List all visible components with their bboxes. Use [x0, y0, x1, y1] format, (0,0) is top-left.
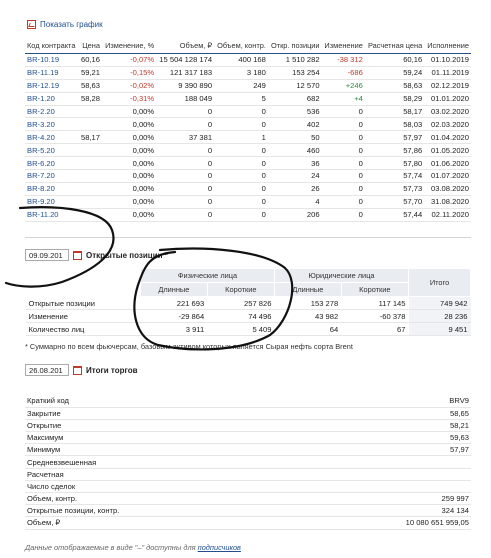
table-cell: 0 [214, 170, 268, 183]
table-cell: 0 [156, 118, 214, 131]
positions-title: Открытые позиции * [86, 250, 168, 260]
row-value: 57,97 [287, 444, 471, 456]
row-label: Открытые позиции [26, 297, 141, 310]
table-cell: 58,03 [365, 118, 424, 131]
table-cell [79, 195, 102, 208]
table-cell: 249 [214, 79, 268, 92]
table-row[interactable] [25, 54, 471, 67]
table-cell: 01.07.2020 [424, 170, 471, 183]
table-row[interactable] [25, 195, 471, 208]
contract-code-link[interactable]: BR-6.20 [25, 157, 79, 170]
table-cell: 57,80 [365, 157, 424, 170]
legal-entities-header: Юридические лица [274, 269, 408, 283]
table-row [26, 297, 471, 310]
table-cell: 12 570 [268, 79, 322, 92]
table-cell: 0 [322, 170, 365, 183]
row-value: 324 134 [287, 505, 471, 517]
table-cell: 257 826 [207, 297, 274, 310]
subscribers-link[interactable]: подписчиков [197, 543, 241, 552]
table-cell [79, 105, 102, 118]
futures-col-header: Исполнение [427, 41, 469, 50]
table-cell: 9 451 [409, 323, 471, 336]
table-row [25, 444, 471, 456]
positions-footnote: * Суммарно по всем фьючерсам, базовым активом которых является Сырая нефть сорта Brent [25, 342, 353, 351]
positions-date-input[interactable] [25, 249, 69, 261]
table-cell: 0 [214, 182, 268, 195]
show-chart-label: Показать график [40, 20, 103, 29]
table-cell: 58,17 [365, 105, 424, 118]
table-row[interactable] [25, 131, 471, 144]
row-label: Количество лиц [26, 323, 141, 336]
table-cell: 37 381 [156, 131, 214, 144]
table-cell: 59,24 [365, 66, 424, 79]
results-title: Итоги торгов [86, 365, 138, 375]
table-cell: 0 [214, 195, 268, 208]
individuals-short-header: Короткие [207, 283, 274, 297]
table-cell: 0 [214, 208, 268, 221]
table-cell: 0 [214, 157, 268, 170]
calendar-icon[interactable] [73, 366, 82, 375]
table-cell: -29 864 [141, 310, 208, 323]
subscribers-note-text: Данные отображаемые в виде "–" доступны для [25, 543, 196, 552]
row-value [287, 456, 471, 468]
row-value [287, 480, 471, 492]
calendar-icon[interactable] [73, 251, 82, 260]
table-row [26, 310, 471, 323]
futures-col-header: Изменение [324, 41, 363, 50]
table-cell: 206 [268, 208, 322, 221]
table-cell: -0,15% [102, 66, 156, 79]
table-cell: 0 [214, 144, 268, 157]
table-row[interactable] [25, 79, 471, 92]
contract-code-link[interactable]: BR-3.20 [25, 118, 79, 131]
table-cell: 5 409 [207, 323, 274, 336]
table-row[interactable] [25, 66, 471, 79]
table-row [25, 419, 471, 431]
table-cell: 0,00% [102, 105, 156, 118]
results-date-row [25, 364, 138, 376]
open-positions-table [25, 268, 471, 336]
table-row[interactable] [25, 144, 471, 157]
row-label: Объем, ₽ [25, 517, 287, 529]
futures-col-header: Код контракта [27, 41, 76, 50]
trading-results-table [25, 395, 471, 530]
table-cell: 67 [341, 323, 408, 336]
table-cell: 536 [268, 105, 322, 118]
table-cell: 460 [268, 144, 322, 157]
table-cell: 58,17 [79, 131, 102, 144]
row-label: Максимум [25, 432, 287, 444]
table-cell: 36 [268, 157, 322, 170]
futures-col-header: Объем, ₽ [179, 41, 213, 50]
table-row [25, 517, 471, 529]
table-cell: 03.02.2020 [424, 105, 471, 118]
table-cell: 1 510 282 [268, 54, 322, 67]
table-cell: 0 [156, 105, 214, 118]
table-cell: 0,00% [102, 144, 156, 157]
table-row [25, 407, 471, 419]
table-cell: 0,00% [102, 157, 156, 170]
table-row [25, 456, 471, 468]
table-cell: 0 [156, 157, 214, 170]
table-cell: 9 390 890 [156, 79, 214, 92]
table-row [25, 395, 471, 407]
table-cell: 57,70 [365, 195, 424, 208]
table-cell: 0 [156, 182, 214, 195]
table-cell: 02.11.2020 [424, 208, 471, 221]
futures-col-header: Изменение, % [105, 41, 155, 50]
table-cell: 0 [156, 195, 214, 208]
table-cell: 5 [214, 92, 268, 105]
table-cell: 01.04.2020 [424, 131, 471, 144]
table-cell [79, 118, 102, 131]
row-label: Изменение [26, 310, 141, 323]
row-value: 58,21 [287, 419, 471, 431]
total-header: Итого [409, 269, 471, 297]
contract-code-link[interactable]: BR-1.20 [25, 92, 79, 105]
individuals-long-header: Длинные [141, 283, 208, 297]
table-cell: 50 [268, 131, 322, 144]
table-cell: 03.08.2020 [424, 182, 471, 195]
individuals-header: Физические лица [141, 269, 275, 283]
row-label: Краткий код [25, 395, 287, 407]
table-cell: 117 145 [341, 297, 408, 310]
table-cell: +246 [322, 79, 365, 92]
legal-long-header: Длинные [274, 283, 341, 297]
futures-table-body [25, 54, 471, 222]
table-cell: 221 693 [141, 297, 208, 310]
futures-col-header: Откр. позиции [270, 41, 320, 50]
row-value [287, 468, 471, 480]
table-row[interactable] [25, 208, 471, 221]
contract-code-link[interactable]: BR-8.20 [25, 182, 79, 195]
table-cell: 0 [322, 118, 365, 131]
table-cell: 0,00% [102, 208, 156, 221]
table-cell: 02.12.2019 [424, 79, 471, 92]
table-cell: 15 504 128 174 [156, 54, 214, 67]
table-cell: 0 [322, 208, 365, 221]
table-cell: 58,63 [365, 79, 424, 92]
table-cell: 0 [156, 144, 214, 157]
table-cell: 0 [156, 170, 214, 183]
table-cell: 0 [322, 144, 365, 157]
table-cell: 57,86 [365, 144, 424, 157]
table-cell: 3 911 [141, 323, 208, 336]
show-chart-link[interactable] [27, 20, 103, 29]
table-cell: 57,73 [365, 182, 424, 195]
table-cell: 0 [322, 182, 365, 195]
futures-col-header: Объем, контр. [217, 41, 266, 50]
results-date-input[interactable] [25, 364, 69, 376]
row-value: 59,63 [287, 432, 471, 444]
table-cell: -38 312 [322, 54, 365, 67]
table-cell [79, 144, 102, 157]
table-row[interactable] [25, 118, 471, 131]
table-cell: 153 254 [268, 66, 322, 79]
table-cell: 59,21 [79, 66, 102, 79]
contract-code-link[interactable]: BR-2.20 [25, 105, 79, 118]
table-cell: 01.11.2019 [424, 66, 471, 79]
table-cell: 01.10.2019 [424, 54, 471, 67]
table-cell [79, 208, 102, 221]
table-cell: 24 [268, 170, 322, 183]
row-label: Минимум [25, 444, 287, 456]
subscribers-note [25, 543, 241, 552]
table-cell: 28 236 [409, 310, 471, 323]
positions-table-body [26, 297, 471, 336]
results-table-body [25, 395, 471, 529]
futures-header-row [25, 40, 471, 54]
table-cell: 1 [214, 131, 268, 144]
table-cell: 57,97 [365, 131, 424, 144]
table-cell: 400 168 [214, 54, 268, 67]
table-cell: 3 180 [214, 66, 268, 79]
row-value: 58,65 [287, 407, 471, 419]
table-cell: 57,74 [365, 170, 424, 183]
chart-icon [27, 20, 36, 29]
table-cell: 0,00% [102, 131, 156, 144]
table-row [25, 432, 471, 444]
table-cell [79, 182, 102, 195]
table-cell: -60 378 [341, 310, 408, 323]
table-cell: -0,02% [102, 79, 156, 92]
contract-code-link[interactable]: BR-10.19 [25, 54, 79, 67]
row-value: 10 080 651 959,05 [287, 517, 471, 529]
table-cell: 0,00% [102, 182, 156, 195]
contract-code-link[interactable]: BR-5.20 [25, 144, 79, 157]
row-label: Расчетная [25, 468, 287, 480]
positions-corner-2 [26, 283, 141, 297]
legal-short-header: Короткие [341, 283, 408, 297]
table-cell: 153 278 [274, 297, 341, 310]
futures-col-header: Цена [82, 41, 100, 50]
table-cell: +4 [322, 92, 365, 105]
table-cell: 57,44 [365, 208, 424, 221]
contract-code-link[interactable]: BR-11.19 [25, 66, 79, 79]
table-cell: 58,29 [365, 92, 424, 105]
futures-col-header: Расчетная цена [368, 41, 423, 50]
table-cell: -0,07% [102, 54, 156, 67]
table-cell: 58,28 [79, 92, 102, 105]
contract-code-link[interactable]: BR-12.19 [25, 79, 79, 92]
table-row[interactable] [25, 157, 471, 170]
contract-code-link[interactable]: BR-4.20 [25, 131, 79, 144]
positions-date-row [25, 249, 168, 261]
table-cell: -686 [322, 66, 365, 79]
table-cell: 31.08.2020 [424, 195, 471, 208]
table-cell [79, 157, 102, 170]
table-cell: 60,16 [365, 54, 424, 67]
positions-corner [26, 269, 141, 283]
row-label: Открытие [25, 419, 287, 431]
contract-code-link[interactable]: BR-9.20 [25, 195, 79, 208]
table-cell: 26 [268, 182, 322, 195]
row-value: BRV9 [287, 395, 471, 407]
table-cell: 4 [268, 195, 322, 208]
table-cell: 188 049 [156, 92, 214, 105]
table-cell: 682 [268, 92, 322, 105]
contract-code-link[interactable]: BR-11.20 [25, 208, 79, 221]
table-row[interactable] [25, 105, 471, 118]
table-cell: 74 496 [207, 310, 274, 323]
row-label: Закрытие [25, 407, 287, 419]
table-row[interactable] [25, 182, 471, 195]
table-cell: 749 942 [409, 297, 471, 310]
table-row [25, 505, 471, 517]
table-cell: -0,31% [102, 92, 156, 105]
table-cell: 0 [322, 157, 365, 170]
table-row [25, 480, 471, 492]
table-row [26, 323, 471, 336]
table-row[interactable] [25, 170, 471, 183]
positions-group-header [26, 269, 471, 283]
table-cell: 0,00% [102, 195, 156, 208]
table-cell: 02.03.2020 [424, 118, 471, 131]
futures-divider [25, 237, 471, 238]
table-cell: 0 [156, 208, 214, 221]
table-row[interactable] [25, 92, 471, 105]
row-label: Объем, контр. [25, 493, 287, 505]
table-cell: 0,00% [102, 118, 156, 131]
table-cell: 01.01.2020 [424, 92, 471, 105]
positions-sub-header [26, 283, 471, 297]
table-cell: 58,63 [79, 79, 102, 92]
table-cell: 64 [274, 323, 341, 336]
row-label: Средневзвешенная [25, 456, 287, 468]
table-cell: 0 [214, 118, 268, 131]
table-cell: 01.06.2020 [424, 157, 471, 170]
table-cell: 121 317 183 [156, 66, 214, 79]
table-cell: 43 982 [274, 310, 341, 323]
table-cell [79, 170, 102, 183]
table-cell: 0 [322, 195, 365, 208]
row-label: Открытые позиции, контр. [25, 505, 287, 517]
row-value: 259 997 [287, 493, 471, 505]
row-label: Число сделок [25, 480, 287, 492]
table-row [25, 468, 471, 480]
table-cell: 0 [322, 131, 365, 144]
table-row [25, 493, 471, 505]
table-cell: 01.05.2020 [424, 144, 471, 157]
table-cell: 0 [214, 105, 268, 118]
table-cell: 402 [268, 118, 322, 131]
table-cell: 0 [322, 105, 365, 118]
table-cell: 60,16 [79, 54, 102, 67]
futures-table [25, 40, 471, 222]
table-cell: 0,00% [102, 170, 156, 183]
contract-code-link[interactable]: BR-7.20 [25, 170, 79, 183]
